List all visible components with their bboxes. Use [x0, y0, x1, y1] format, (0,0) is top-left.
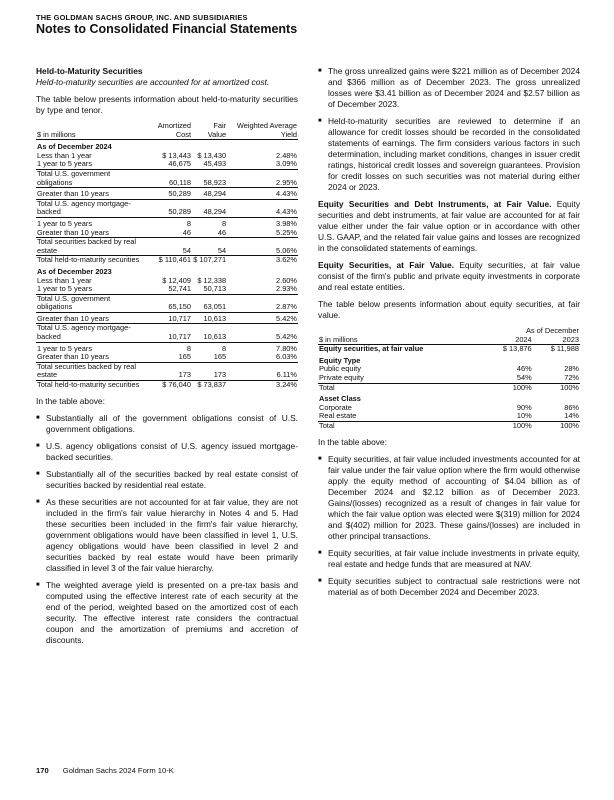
row-label: Greater than 10 years — [36, 312, 143, 324]
table-row — [318, 421, 580, 430]
cell-value: 60,118 — [143, 169, 192, 187]
bullet-item: ■ Equity securities, at fair value include investments in private equity, real estate and hedge funds that are measured at NAV. — [318, 548, 580, 570]
cell-value: 46,675 — [168, 159, 192, 169]
equity-paragraph — [318, 260, 580, 293]
cell-value: 86% — [564, 402, 579, 412]
cell-value: 100% — [484, 421, 532, 430]
bullet-item: ■ Equity securities, at fair value included investments accounted for at fair value under the fair value option where the firm would otherwise apply the equity method of accounting of $4.04 billion as of December 2024 and $2.12 billion as of December 2023. Gains/(losses) recognized as a result of changes in fair value for which the fair value option was elected were $(319) million for 2024 and $(402) million for 2023. These gains/(losses) are included in other principal transactions. — [318, 454, 580, 542]
equity-table-intro: The table below presents information about equity securities, at fair value. — [318, 299, 580, 320]
column-header: Fair Value — [192, 122, 227, 140]
column-header: Amortized Cost — [143, 122, 192, 140]
cell-value: 2.60% — [276, 275, 297, 285]
column-header: 2023 — [533, 336, 580, 345]
equity-table — [318, 327, 580, 431]
row-label: Greater than 10 years — [36, 188, 143, 200]
table-row — [318, 374, 580, 383]
row-label: Total securities backed by real estate — [36, 362, 143, 380]
row-label: Total U.S. agency mortgage-backed — [36, 199, 143, 217]
row-label: Real estate — [319, 411, 357, 421]
table-row — [36, 256, 298, 265]
bullet-item: ■ As these securities are not accounted for at fair value, they are not included in the firm's fair value hierarchy in Notes 4 and 5. Had these securities been included in the firm's fair value hierarchy, government obligations would have been classified in level 1, U.S. agency obligations would have been classified in level 2 and securities backed by real estate would have been primarily classified in level 3 of the fair value hierarchy. — [36, 497, 298, 574]
cell-value: 48,294 — [192, 188, 227, 200]
cell-value: 10,717 — [143, 324, 192, 342]
page-number: 170 — [36, 766, 49, 775]
bullet-item: ■ Substantially all of the government obligations consist of U.S. government obligations. — [36, 413, 298, 435]
cell-value: 52,741 — [168, 284, 192, 294]
cell-value: 100% — [533, 383, 580, 392]
cell-value: $ 13,876 — [502, 344, 532, 354]
table-group-row — [36, 265, 298, 277]
row-label: Total U.S. government obligations — [36, 294, 143, 312]
section-intro: Held-to-maturity securities are accounted for at amortized cost. — [36, 77, 270, 87]
cell-value: 10,613 — [192, 324, 227, 342]
row-label: Less than 1 year — [37, 150, 92, 160]
cell-value: $ 11,988 — [550, 344, 579, 354]
column-header: 2024 — [484, 336, 532, 345]
table-row — [36, 285, 298, 294]
table-row — [36, 353, 298, 362]
table-row — [318, 383, 580, 392]
cell-value: 28% — [564, 364, 579, 374]
page-title: Notes to Consolidated Financial Statements — [36, 22, 298, 36]
cell-value: 100% — [533, 421, 580, 430]
cell-value: 7.80% — [227, 342, 298, 353]
cell-value: 63,051 — [192, 294, 227, 312]
cell-value: 5.06% — [227, 238, 298, 256]
group-title: As of December 2024 — [37, 142, 112, 152]
cell-value: 173 — [143, 362, 192, 380]
right-column — [318, 66, 580, 604]
cell-value: 4.43% — [227, 188, 298, 200]
super-header: As of December — [526, 326, 579, 335]
cell-value: 50,289 — [143, 199, 192, 217]
equity-debt-text: Equity securities and debt instruments, at fair value are accounted for at fair value either under the fair value option or in accordance with other U.S. GAAP, and the related fair value gains and losses are recognized in the consolidated statements of earnings. — [318, 199, 581, 253]
equity-heading: Equity Securities, at Fair Value. — [318, 260, 455, 270]
cell-value: $ 12,409 — [162, 275, 192, 285]
row-label: Total — [318, 383, 484, 392]
left-column — [36, 66, 298, 652]
cell-value: 8 — [192, 342, 227, 353]
cell-value: $ 12,338 — [197, 275, 227, 285]
section-title: Held-to-Maturity Securities — [36, 66, 143, 76]
cell-value: $ 13,443 — [162, 150, 192, 160]
right-bullets-bottom — [318, 454, 580, 598]
cell-value: 58,923 — [192, 169, 227, 187]
group-title: Asset Class — [319, 394, 361, 404]
row-label: Corporate — [319, 402, 352, 412]
bullet-item: ■ Equity securities subject to contractual sale restrictions were not material as of both December 2024 and December 2023. — [318, 576, 580, 598]
cell-value: 10,717 — [143, 312, 192, 324]
cell-value: 8 — [192, 217, 227, 228]
right-bullets-top — [318, 66, 580, 193]
equity-debt-heading: Equity Securities and Debt Instruments, at Fair Value. — [318, 199, 552, 209]
table-row — [36, 217, 298, 228]
column-header: $ in millions — [36, 122, 143, 140]
cell-value: 165 — [178, 352, 192, 362]
cell-value: 48,294 — [192, 199, 227, 217]
cell-value: 4.43% — [227, 199, 298, 217]
row-label: Total held-to-maturity securities — [36, 256, 143, 265]
cell-value: 2.48% — [276, 150, 297, 160]
cell-value: 54 — [192, 238, 227, 256]
cell-value: 3.98% — [227, 217, 298, 228]
table-row — [318, 345, 580, 354]
row-label: 1 year to 5 years — [36, 217, 143, 228]
cell-value: 72% — [564, 372, 579, 382]
bullet-item: ■ The weighted average yield is presented on a pre-tax basis and computed using the effective interest rate of each security at the end of the period, weighted based on the amortized cost of each security. The effective interest rate considers the contractual coupon and the amortization of premiums and accretion of discounts. — [36, 580, 298, 646]
row-label: Greater than 10 years — [37, 227, 109, 237]
table-header-row — [36, 122, 298, 140]
cell-value: 46 — [182, 227, 192, 237]
bullet-item: ■ U.S. agency obligations consist of U.S. agency issued mortgage-backed securities. — [36, 441, 298, 463]
column-header: $ in millions — [318, 336, 484, 345]
cell-value: 173 — [192, 362, 227, 380]
cell-value: 65,150 — [143, 294, 192, 312]
table-row — [36, 362, 298, 380]
table-row — [36, 381, 298, 390]
group-title: Equity Type — [319, 355, 361, 365]
cell-value: 46 — [217, 227, 227, 237]
cell-value: 6.03% — [276, 352, 297, 362]
table-group-row — [318, 392, 580, 404]
column-header: Weighted Average Yield — [227, 122, 298, 140]
table-row — [36, 312, 298, 324]
equity-debt-paragraph — [318, 199, 580, 254]
cell-value: 6.11% — [227, 362, 298, 380]
cell-value: 2.93% — [276, 284, 297, 294]
cell-value: 5.25% — [276, 227, 297, 237]
cell-value: $ 76,040 — [143, 381, 192, 390]
row-label: Equity securities, at fair value — [319, 344, 424, 354]
table-row — [36, 199, 298, 217]
table-row — [36, 324, 298, 342]
row-label: 1 year to 5 years — [36, 342, 143, 353]
cell-value: 8 — [143, 217, 192, 228]
document-name: Goldman Sachs 2024 Form 10-K — [62, 766, 174, 775]
cell-value: 10% — [516, 411, 532, 421]
row-label: Total U.S. government obligations — [36, 169, 143, 187]
cell-value: 10,613 — [192, 312, 227, 324]
cell-value: 54% — [516, 372, 532, 382]
cell-value: 2.95% — [227, 169, 298, 187]
company-header: THE GOLDMAN SACHS GROUP, INC. AND SUBSIDIARIES — [36, 13, 248, 22]
htm-table — [36, 122, 298, 390]
row-label: 1 year to 5 years — [37, 159, 93, 169]
cell-value: $ 13,430 — [197, 150, 227, 160]
row-label: 1 year to 5 years — [37, 284, 93, 294]
cell-value: 5.42% — [227, 312, 298, 324]
table-row — [318, 404, 580, 413]
table-row — [318, 412, 580, 421]
table-intro: The table below presents information about held-to-maturity securities by type and tenor. — [36, 94, 298, 115]
row-label: Private equity — [319, 372, 364, 382]
row-label: Total U.S. agency mortgage-backed — [36, 324, 143, 342]
cell-value: 3.24% — [227, 381, 298, 390]
cell-value: 46% — [516, 364, 532, 374]
row-label: Total — [318, 421, 484, 430]
row-label: Greater than 10 years — [37, 352, 109, 362]
cell-value: $ 107,271 — [193, 255, 227, 265]
cell-value: 2.87% — [227, 294, 298, 312]
cell-value: 45,493 — [203, 159, 227, 169]
in-table-above: In the table above: — [318, 436, 387, 447]
bullet-item: ■ Substantially all of the securities backed by real estate consist of securities backed by residential real estate. — [36, 469, 298, 491]
row-label: Public equity — [319, 364, 361, 374]
in-table-above: In the table above: — [36, 395, 105, 406]
group-title: As of December 2023 — [37, 266, 112, 276]
cell-value: 50,713 — [203, 284, 227, 294]
table-row — [36, 169, 298, 187]
cell-value: 100% — [484, 383, 532, 392]
left-bullets — [36, 413, 298, 646]
table-row — [36, 294, 298, 312]
equity-text: Equity securities, at fair value consist of the firm's public and private equity investments in corporate and real estate entities. — [318, 260, 581, 292]
cell-value: 5.42% — [227, 324, 298, 342]
cell-value: 3.62% — [227, 256, 298, 265]
bullet-item: ■ Held-to-maturity securities are reviewed to determine if an allowance for credit losses should be recorded in the consolidated statements of earnings. The firm considers various factors in such determination, including market conditions, changes in issuer credit ratings, historical credit losses and sovereign guarantees. Provision for credit losses on such securities was not material during either 2024 or 2023. — [318, 116, 580, 193]
cell-value: 3.09% — [276, 159, 297, 169]
cell-value: 8 — [143, 342, 192, 353]
cell-value: 165 — [213, 352, 227, 362]
cell-value: $ 73,837 — [192, 381, 227, 390]
cell-value: 54 — [143, 238, 192, 256]
table-row — [36, 238, 298, 256]
row-label: Total held-to-maturity securities — [36, 381, 143, 390]
cell-value: $ 110,461 — [143, 256, 192, 265]
table-row — [36, 188, 298, 200]
page-footer — [36, 766, 174, 775]
bullet-item: ■ The gross unrealized gains were $221 million as of December 2024 and $366 million as of December 2023. The gross unrealized losses were $3.41 billion as of December 2024 and $2.57 billion as of December 2023. — [318, 66, 580, 110]
cell-value: 14% — [564, 411, 579, 421]
row-label: Less than 1 year — [37, 275, 92, 285]
row-label: Total securities backed by real estate — [36, 238, 143, 256]
cell-value: 50,289 — [143, 188, 192, 200]
table-group-row — [36, 140, 298, 152]
cell-value: 90% — [516, 402, 532, 412]
